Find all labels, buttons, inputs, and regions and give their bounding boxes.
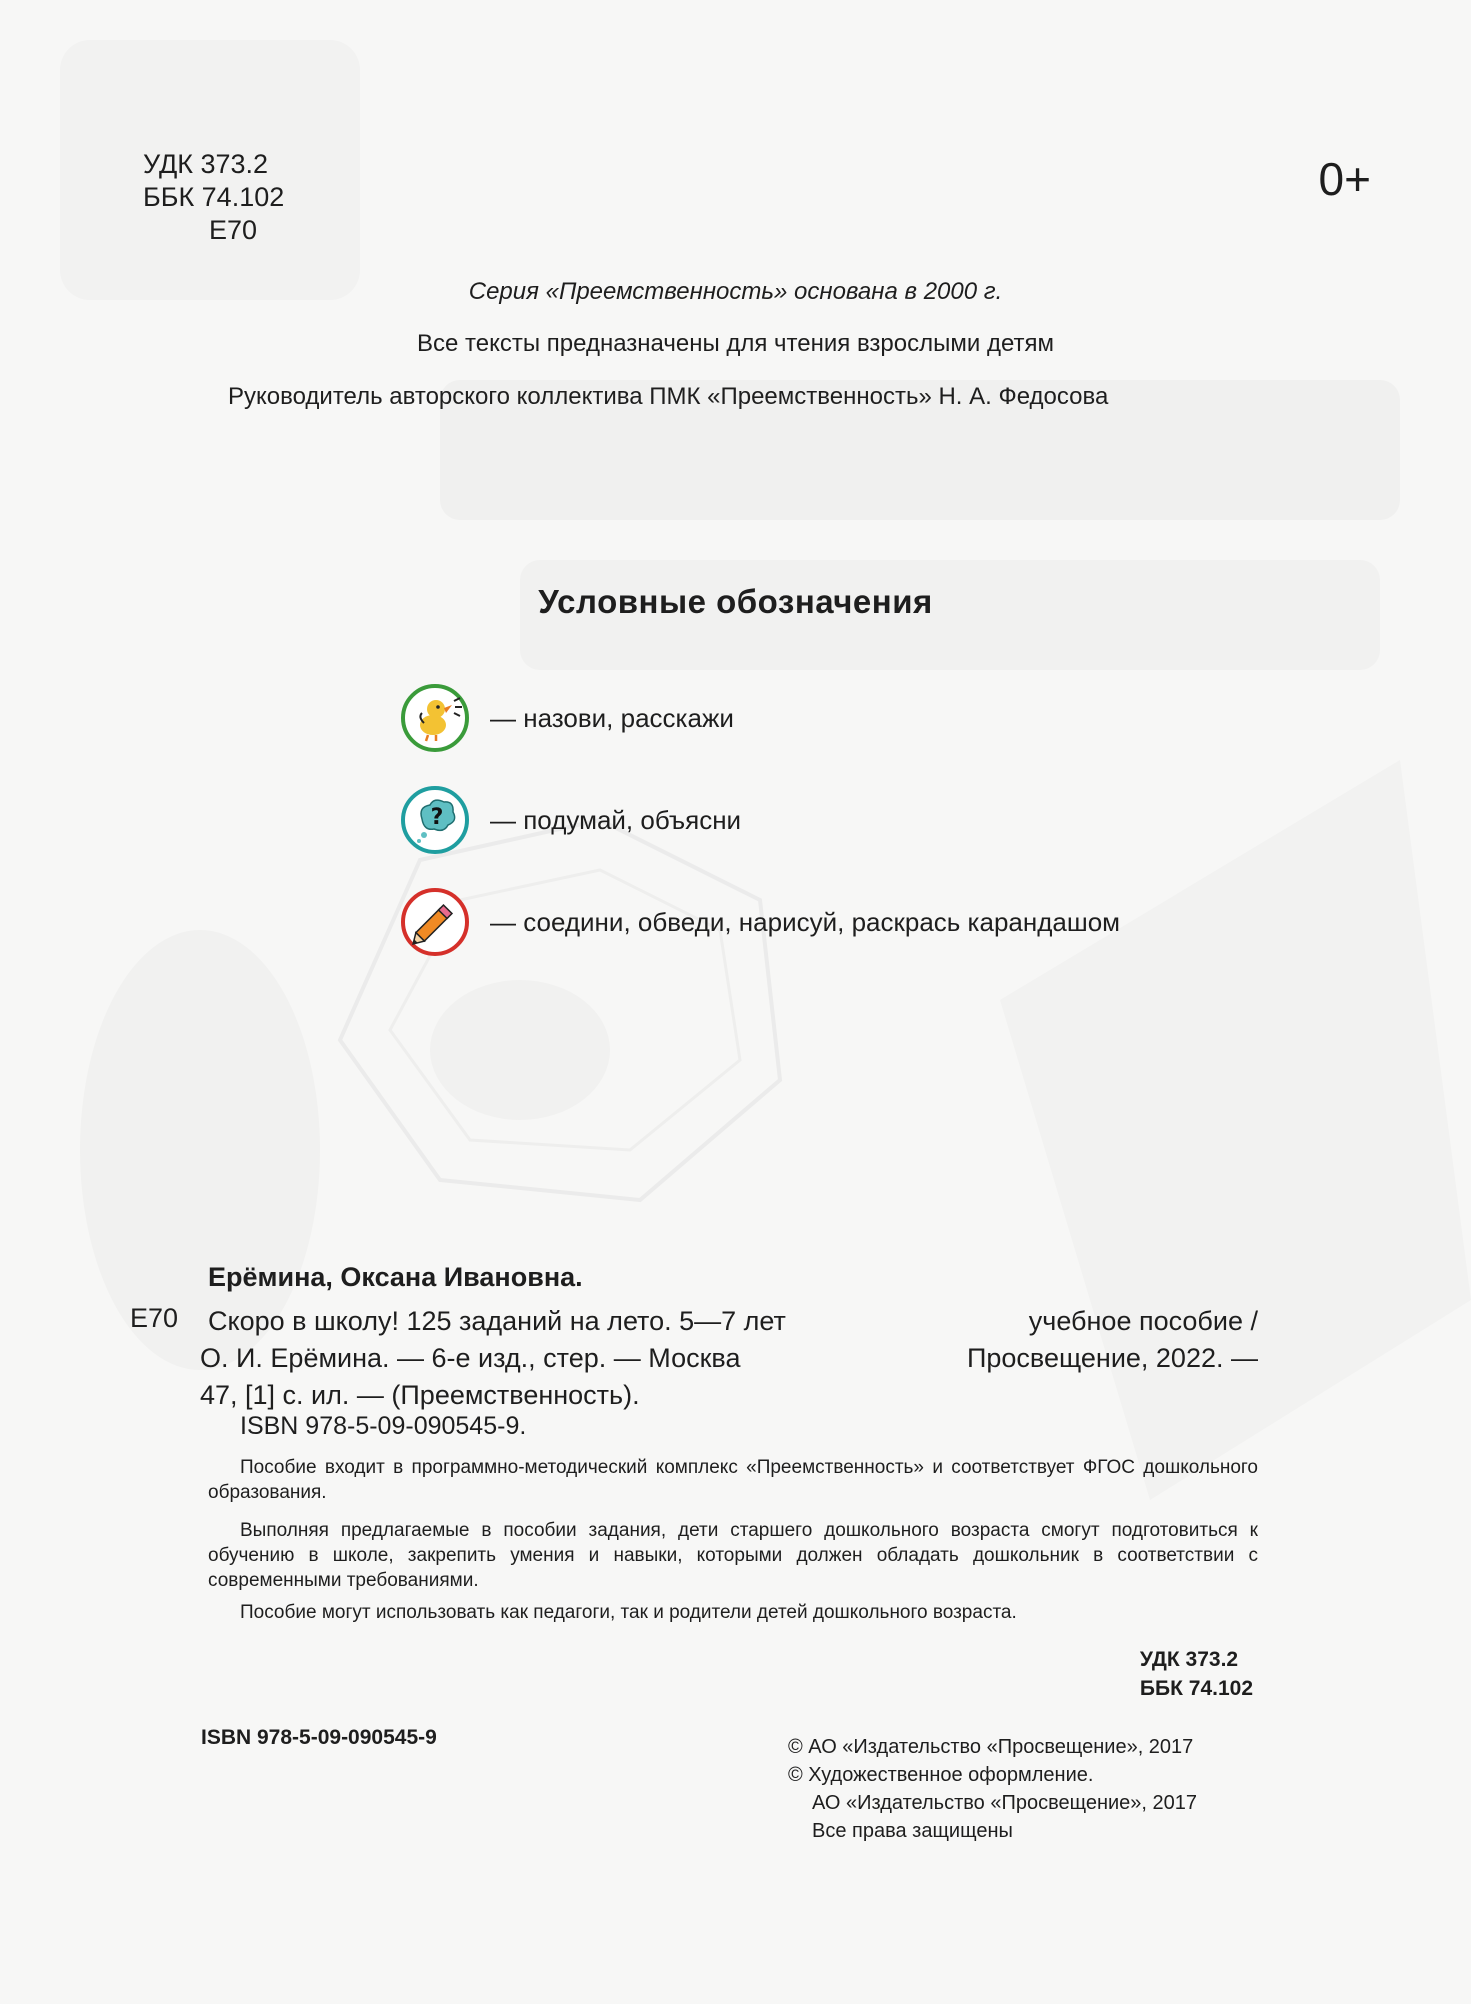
annotation-text-2: Выполняя предлагаемые в пособии задания, дети старшего дошкольного возраста смогут подготовиться к обучению в школе, закрепить умения и навыки, которыми должен обладать дошкольник в соответствии с современными требованиями. bbox=[208, 1520, 1258, 1591]
copyright-line-3: АО «Издательство «Просвещение», 2017 bbox=[812, 1792, 1198, 1814]
udk-code: УДК 373.2 bbox=[143, 149, 269, 179]
legend-item-speak bbox=[400, 678, 734, 758]
bbk-code: ББК 74.102 bbox=[143, 182, 285, 212]
annotation-text-1: Пособие входит в программно-методический комплекс «Преемственность» и соответствует ФГОС дошкольного образования. bbox=[208, 1457, 1258, 1503]
chick-speaking-icon bbox=[400, 683, 470, 753]
pencil-icon bbox=[400, 887, 470, 957]
bottom-classification bbox=[1140, 1645, 1253, 1703]
top-classification bbox=[143, 148, 284, 247]
legend-item-think bbox=[400, 780, 741, 860]
legend-text-think: — подумай, объясни bbox=[490, 804, 742, 835]
catalog-isbn: ISBN 978-5-09-090545-9. bbox=[240, 1412, 527, 1440]
annotation-text-3: Пособие могут использовать как педагоги, так и родители детей дошкольного возраста. bbox=[240, 1602, 1017, 1623]
biblio-edition: О. И. Ерёмина. — 6-е изд., стер. — Москва bbox=[200, 1343, 741, 1373]
bottom-udk: УДК 373.2 bbox=[1139, 1648, 1239, 1671]
annotation-para-1 bbox=[208, 1455, 1258, 1505]
biblio-pages: 47, [1] с. ил. — (Преемственность). bbox=[200, 1380, 640, 1410]
age-rating: 0+ bbox=[1318, 153, 1371, 205]
copyright-block bbox=[788, 1733, 1197, 1845]
copyright-line-1: © АО «Издательство «Просвещение», 2017 bbox=[788, 1736, 1194, 1758]
biblio-type: учебное пособие / bbox=[1028, 1306, 1258, 1336]
biblio-publisher: Просвещение, 2022. — bbox=[966, 1343, 1258, 1373]
copyright-line-2: © Художественное оформление. bbox=[788, 1764, 1094, 1786]
author-mark: Е70 bbox=[209, 215, 258, 245]
legend-text-draw: — соедини, обведи, нарисуй, раскрась карандашом bbox=[490, 906, 1121, 937]
annotation-para-3 bbox=[208, 1600, 1258, 1625]
rights-reserved: Все права защищены bbox=[812, 1820, 1013, 1842]
catalog-code: Е70 bbox=[130, 1303, 179, 1333]
legend-title: Условные обозначения bbox=[538, 583, 933, 620]
catalog-description bbox=[200, 1303, 1258, 1414]
catalog-author: Ерёмина, Оксана Ивановна. bbox=[208, 1262, 583, 1292]
thinking-question-icon bbox=[400, 785, 470, 855]
annotation-para-2 bbox=[208, 1518, 1258, 1593]
reading-note: Все тексты предназначены для чтения взрослыми детям bbox=[417, 330, 1054, 357]
bottom-bbk: ББК 74.102 bbox=[1139, 1677, 1253, 1700]
footer-isbn: ISBN 978-5-09-090545-9 bbox=[201, 1726, 437, 1749]
leader-note: Руководитель авторского коллектива ПМК «Преемственность» Н. А. Федосова bbox=[228, 383, 1109, 410]
legend-text-speak: — назови, расскажи bbox=[490, 702, 734, 733]
legend-item-draw bbox=[400, 882, 1120, 962]
biblio-title: Скоро в школу! 125 заданий на лето. 5—7 лет bbox=[208, 1306, 786, 1336]
svg-text:?: ? bbox=[430, 805, 444, 830]
series-note: Серия «Преемственность» основана в 2000 г. bbox=[468, 278, 1003, 305]
